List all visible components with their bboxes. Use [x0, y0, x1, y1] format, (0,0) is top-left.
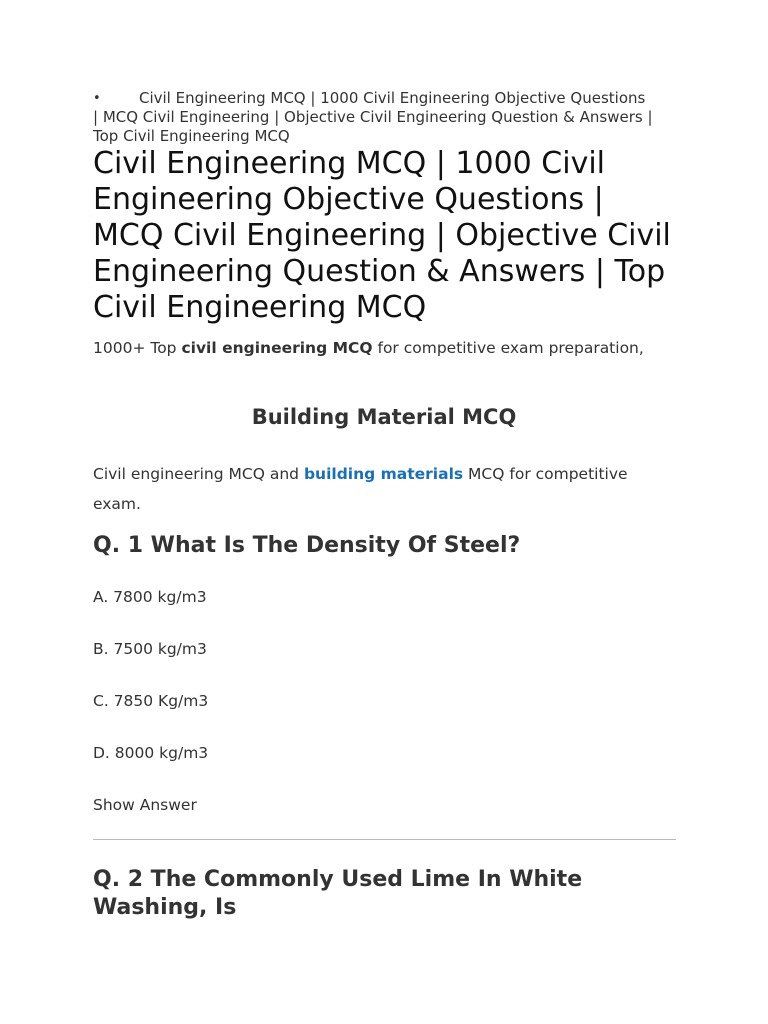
building-materials-link[interactable]: building materials	[303, 465, 464, 483]
intro-bold-text: civil engineering MCQ	[181, 339, 373, 357]
section-desc-after: MCQ for competitive exam.	[93, 465, 628, 513]
section-heading: Building Material MCQ	[251, 405, 517, 429]
page-title: Civil Engineering MCQ | 1000 Civil Engineering Objective Questions | MCQ Civil Engineering | Objective Civil Engineering Question & Answers | Top Civil Engineering MCQ	[93, 146, 671, 325]
bullet-icon: •	[93, 91, 101, 106]
toc-link-text[interactable]: Civil Engineering MCQ | 1000 Civil Engineering Objective Questions | MCQ Civil Engineering | Objective Civil Engineering Question & Answers | Top Civil Engineering MCQ	[93, 89, 653, 145]
question-2-title: Q. 2 The Commonly Used Lime In White Washing, Is	[93, 867, 583, 920]
question-1-option-d: D. 8000 kg/m3	[93, 744, 209, 762]
show-answer-button[interactable]: Show Answer	[93, 796, 197, 814]
divider	[93, 839, 676, 840]
intro-paragraph	[93, 333, 653, 363]
question-1-option-a: A. 7800 kg/m3	[93, 588, 207, 606]
toc-list-item[interactable]	[93, 89, 653, 146]
question-1-option-b: B. 7500 kg/m3	[93, 640, 207, 658]
intro-text-before: 1000+ Top	[93, 339, 182, 357]
intro-text-after: for competitive exam preparation,	[372, 339, 644, 357]
question-1-title: Q. 1 What Is The Density Of Steel?	[93, 533, 521, 558]
question-1-option-c: C. 7850 Kg/m3	[93, 692, 209, 710]
section-description	[93, 459, 675, 519]
section-desc-before: Civil engineering MCQ and	[93, 465, 304, 483]
